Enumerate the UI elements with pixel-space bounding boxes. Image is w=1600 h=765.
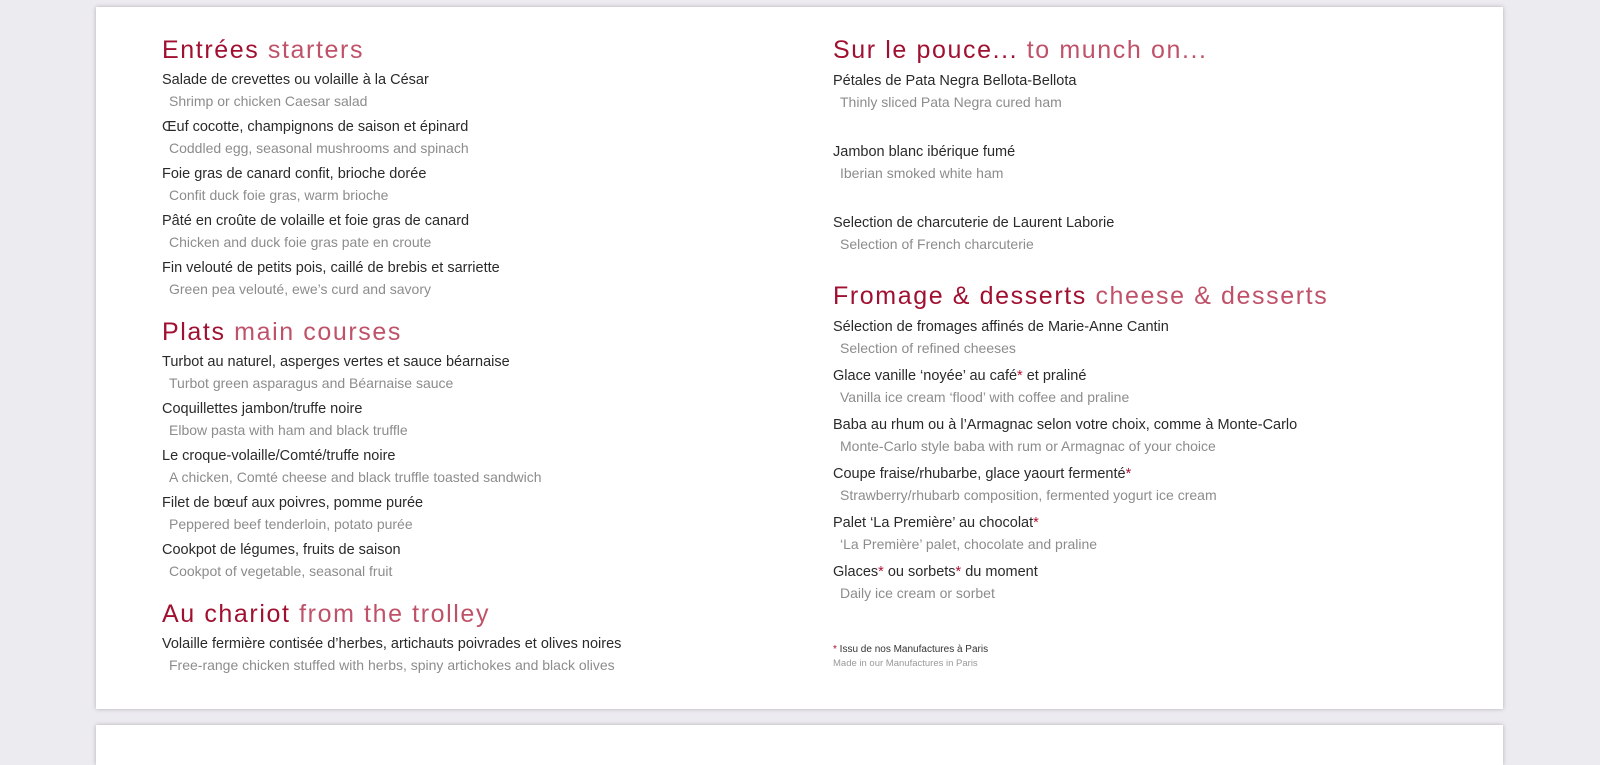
menu-item: Volaille fermière contisée d’herbes, artichauts poivrades et olives noires Free-range chicken stuffed with herbs, spiny artichokes and black olives [162,636,622,673]
menu-item: Salade de crevettes ou volaille à la César Shrimp or chicken Caesar salad [162,72,429,109]
menu-item: Fin velouté de petits pois, caillé de brebis et sarriette Green pea velouté, ewe’s curd and savory [162,260,500,297]
menu-item: Palet ‘La Première’ au chocolat* ‘La Première’ palet, chocolate and praline [833,515,1098,552]
menu-item: Cookpot de légumes, fruits de saison Cookpot of vegetable, seasonal fruit [162,542,401,579]
footnote-star: * [833,644,837,655]
menu-item: Le croque-volaille/Comté/truffe noire A chicken, Comté cheese and black truffle toasted sandwich [162,448,542,485]
footnote-star: * [955,564,962,580]
menu-item: Œuf cocotte, champignons de saison et épinard Coddled egg, seasonal mushrooms and spinach [162,119,469,156]
menu-item: Foie gras de canard confit, brioche dorée Confit duck foie gras, warm brioche [162,166,427,203]
footnote-star: * [878,564,884,580]
section-title-mains: Plats main courses [162,318,403,346]
next-page-edge [96,725,1503,765]
menu-item: Baba au rhum ou à l’Armagnac selon votre choix, comme à Monte-Carlo Monte-Carlo style baba with rum or Armagnac of your choice [833,417,1298,454]
menu-item: Filet de bœuf aux poivres, pomme purée Peppered beef tenderloin, potato purée [162,495,424,532]
footnote: * Issu de nos Manufactures à Paris Made in our Manufactures in Paris [833,644,989,669]
footnote-star: * [1033,515,1039,531]
menu-item: Glaces* ou sorbets* du moment Daily ice cream or sorbet [833,564,1038,601]
menu-item: Pâté en croûte de volaille et foie gras de canard Chicken and duck foie gras pate en croute [162,213,470,250]
menu-item: Turbot au naturel, asperges vertes et sauce béarnaise Turbot green asparagus and Béarnaise sauce [162,354,510,391]
menu-item: Jambon blanc ibérique fumé Iberian smoked white ham [833,144,1016,181]
section-title-starters: Entrées starters [162,36,365,64]
menu-item: Sélection de fromages affinés de Marie-Anne Cantin Selection of refined cheeses [833,319,1169,356]
section-title-trolley: Au chariot from the trolley [162,600,491,628]
section-title-munch: Sur le pouce... to munch on... [833,36,1208,64]
menu-item: Pétales de Pata Negra Bellota-Bellota Thinly sliced Pata Negra cured ham [833,73,1077,110]
footnote-star: * [1125,466,1132,482]
menu-page [96,7,1503,709]
menu-item: Selection de charcuterie de Laurent Laborie Selection of French charcuterie [833,215,1115,252]
footnote-star: * [1017,368,1023,384]
menu-item: Coupe fraise/rhubarbe, glace yaourt fermenté* Strawberry/rhubarb composition, fermented yogurt ice cream [833,466,1217,503]
menu-item: Glace vanille ‘noyée’ au café* et praliné Vanilla ice cream ‘flood’ with coffee and praline [833,368,1130,405]
section-title-desserts: Fromage & desserts cheese & desserts [833,282,1329,310]
menu-item: Coquillettes jambon/truffe noire Elbow pasta with ham and black truffle [162,401,408,438]
